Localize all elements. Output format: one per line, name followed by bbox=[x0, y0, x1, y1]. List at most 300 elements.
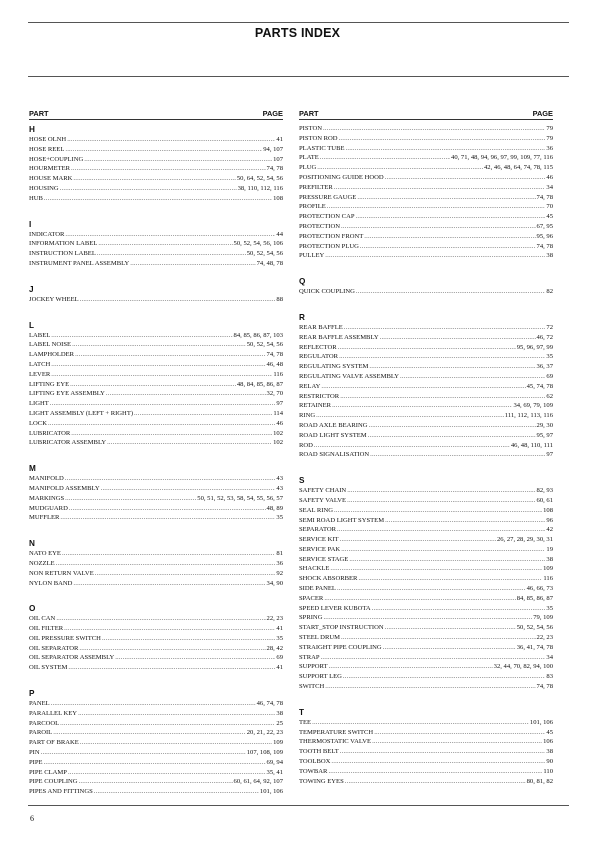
dot-leader bbox=[330, 564, 542, 574]
index-entry bbox=[29, 295, 283, 305]
page-refs: 42, 46, 48, 64, 74, 78, 115 bbox=[484, 164, 553, 172]
index-entry bbox=[299, 584, 553, 594]
dot-leader bbox=[65, 474, 276, 484]
page-refs: 96 bbox=[546, 516, 553, 524]
page-refs: 106 bbox=[543, 738, 553, 746]
page-refs: 60, 61 bbox=[536, 496, 553, 504]
page-refs: 45 bbox=[546, 728, 553, 736]
part-name: OIL SYSTEM bbox=[29, 664, 68, 672]
dot-leader bbox=[48, 419, 275, 429]
part-name: REAR BAFFLE ASSEMBLY bbox=[299, 333, 379, 341]
page-refs: 38 bbox=[276, 709, 283, 717]
index-entry bbox=[29, 728, 283, 738]
page-refs: 101, 106 bbox=[259, 788, 283, 796]
part-name: TOOLBOX bbox=[299, 758, 331, 766]
part-name: MANIFOLD bbox=[29, 475, 64, 483]
page-refs: 82, 93 bbox=[536, 487, 553, 495]
index-entry bbox=[299, 643, 553, 653]
part-name: HOSE REEL bbox=[29, 145, 65, 153]
part-name: PISTON ROD bbox=[299, 134, 338, 142]
part-name: NYLON BAND bbox=[29, 579, 73, 587]
part-name: TOWBAR bbox=[299, 767, 328, 775]
part-name: QUICK COUPLING bbox=[299, 288, 355, 296]
index-entry bbox=[299, 574, 553, 584]
index-entry bbox=[299, 486, 553, 496]
dot-leader bbox=[316, 411, 504, 421]
page-refs: 97 bbox=[546, 451, 553, 459]
dot-leader bbox=[370, 450, 545, 460]
index-entry bbox=[29, 624, 283, 634]
section-gap bbox=[29, 673, 283, 685]
part-name: OIL SEPARATOR ASSEMBLY bbox=[29, 654, 115, 662]
part-name: HOUSING bbox=[29, 184, 59, 192]
part-name: LOCK bbox=[29, 419, 47, 427]
dot-leader bbox=[68, 768, 266, 778]
page-refs: 95, 96 bbox=[536, 232, 553, 240]
page-refs: 70 bbox=[546, 203, 553, 211]
part-name: SEPARATOR bbox=[299, 526, 337, 534]
part-name: ROAD AXLE BEARING bbox=[299, 421, 368, 429]
dot-leader bbox=[60, 513, 275, 523]
part-name: SIDE PANEL bbox=[299, 585, 336, 593]
part-name: TOWING EYES bbox=[299, 777, 344, 785]
page-refs: 50, 52, 54, 56 bbox=[246, 341, 283, 349]
index-entry bbox=[29, 155, 283, 165]
index-entry bbox=[299, 333, 553, 343]
dot-leader bbox=[80, 295, 276, 305]
dot-leader bbox=[115, 653, 275, 663]
index-entry bbox=[29, 409, 283, 419]
part-name: LIGHT bbox=[29, 400, 49, 408]
index-entry bbox=[29, 758, 283, 768]
index-entry bbox=[29, 569, 283, 579]
index-section bbox=[29, 269, 283, 305]
dot-leader bbox=[65, 494, 196, 504]
part-name: LIFTING EYE bbox=[29, 380, 70, 388]
section-gap bbox=[29, 204, 283, 216]
page-refs: 46, 48 bbox=[266, 360, 283, 368]
index-entry bbox=[29, 484, 283, 494]
index-entry bbox=[29, 513, 283, 523]
dot-leader bbox=[51, 360, 265, 370]
index-entry bbox=[29, 194, 283, 204]
page-refs: 69 bbox=[276, 654, 283, 662]
dot-leader bbox=[374, 728, 545, 738]
page-refs: 79, 109 bbox=[533, 614, 553, 622]
dot-leader bbox=[385, 173, 546, 183]
part-name: OIL FILTER bbox=[29, 625, 64, 633]
page-refs: 41 bbox=[276, 664, 283, 672]
part-name: REGULATING SYSTEM bbox=[299, 363, 369, 371]
dot-leader bbox=[67, 135, 275, 145]
page-refs: 107 bbox=[273, 155, 283, 163]
index-entry bbox=[29, 184, 283, 194]
dot-leader bbox=[312, 718, 529, 728]
section-letter: O bbox=[29, 604, 36, 614]
part-name: LUBRICATOR ASSEMBLY bbox=[29, 439, 107, 447]
part-name: SERVICE KIT bbox=[299, 536, 339, 544]
dot-leader bbox=[372, 604, 546, 614]
part-name: RELAY bbox=[299, 382, 321, 390]
part-name: TOOTH BELT bbox=[299, 748, 339, 756]
page-refs: 32, 44, 70, 82, 94, 100 bbox=[493, 663, 553, 671]
index-entry bbox=[299, 323, 553, 333]
dot-leader bbox=[102, 634, 275, 644]
index-entry bbox=[29, 549, 283, 559]
dot-leader bbox=[341, 633, 536, 643]
page-refs: 19 bbox=[546, 545, 553, 553]
page-refs: 34 bbox=[546, 183, 553, 191]
dot-leader bbox=[332, 401, 512, 411]
index-entry bbox=[29, 419, 283, 429]
dot-leader bbox=[358, 574, 542, 584]
index-section bbox=[29, 523, 283, 588]
page-refs: 25 bbox=[276, 719, 283, 727]
page-refs: 88 bbox=[276, 295, 283, 303]
dot-leader bbox=[50, 399, 276, 409]
page-refs: 44 bbox=[276, 230, 283, 238]
section-letter: T bbox=[299, 707, 305, 717]
page-refs: 48, 84, 85, 86, 87 bbox=[236, 380, 283, 388]
page-refs: 111, 112, 113, 116 bbox=[504, 412, 553, 420]
index-entry bbox=[29, 777, 283, 787]
dot-leader bbox=[98, 239, 232, 249]
dot-leader bbox=[369, 421, 536, 431]
index-entry bbox=[29, 145, 283, 155]
dot-leader bbox=[72, 340, 246, 350]
index-entry bbox=[299, 401, 553, 411]
dot-leader bbox=[65, 230, 275, 240]
part-name: SAFETY VALVE bbox=[299, 496, 347, 504]
index-entry bbox=[299, 545, 553, 555]
part-name: PROTECTION CAP bbox=[299, 213, 355, 221]
part-name: SPEED LEVER KUBOTA bbox=[299, 604, 371, 612]
index-entry bbox=[299, 153, 553, 163]
part-name: SUPPORT LEG bbox=[299, 673, 342, 681]
index-entry bbox=[299, 441, 553, 451]
part-name: OIL PRESSURE SWITCH bbox=[29, 634, 101, 642]
dot-leader bbox=[337, 584, 526, 594]
part-name: INSTRUMENT PANEL ASSEMBLY bbox=[29, 259, 130, 267]
section-letter: N bbox=[29, 539, 35, 549]
part-name: PIPES AND FITTINGS bbox=[29, 788, 93, 796]
dot-leader bbox=[64, 624, 275, 634]
dot-leader bbox=[341, 222, 535, 232]
page-number: 6 bbox=[30, 814, 34, 823]
part-name: SERVICE PAK bbox=[299, 545, 341, 553]
dot-leader bbox=[385, 516, 545, 526]
dot-leader bbox=[347, 486, 535, 496]
part-name: HUB bbox=[29, 194, 43, 202]
index-entry bbox=[299, 450, 553, 460]
dot-leader bbox=[65, 145, 262, 155]
page-refs: 36, 37 bbox=[536, 363, 553, 371]
page-refs: 40, 71, 48, 94, 96, 97, 99, 109, 77, 116 bbox=[451, 154, 553, 162]
part-name: SAFETY CHAIN bbox=[299, 487, 347, 495]
part-name: ROD bbox=[299, 441, 313, 449]
index-entry bbox=[299, 193, 553, 203]
dot-leader bbox=[337, 525, 545, 535]
part-name: INFORMATION LABEL bbox=[29, 240, 98, 248]
page-refs: 22, 23 bbox=[266, 615, 283, 623]
page-refs: 109 bbox=[543, 565, 553, 573]
section-letter: P bbox=[29, 689, 35, 699]
page-refs: 62 bbox=[546, 392, 553, 400]
section-letter: Q bbox=[299, 277, 306, 287]
part-name: NOZZLE bbox=[29, 559, 55, 567]
part-name: REGULATING VALVE ASSEMBLY bbox=[299, 372, 399, 380]
part-name: HOUSE MARK bbox=[29, 175, 73, 183]
page-refs: 35 bbox=[276, 514, 283, 522]
page-refs: 116 bbox=[543, 575, 553, 583]
index-entry bbox=[299, 382, 553, 392]
dot-leader bbox=[317, 163, 483, 173]
dot-leader bbox=[51, 331, 232, 341]
dot-leader bbox=[79, 644, 265, 654]
dot-leader bbox=[356, 287, 546, 297]
index-entry bbox=[29, 340, 283, 350]
index-entry bbox=[299, 594, 553, 604]
dot-leader bbox=[106, 389, 266, 399]
part-name: PARALLEL KEY bbox=[29, 709, 78, 717]
page-refs: 90 bbox=[546, 758, 553, 766]
part-name: PISTON bbox=[299, 125, 322, 132]
index-entry bbox=[299, 431, 553, 441]
index-entry bbox=[299, 535, 553, 545]
page-refs: 102 bbox=[273, 439, 283, 447]
index-entry bbox=[29, 380, 283, 390]
index-entry bbox=[29, 748, 283, 758]
page-refs: 81 bbox=[276, 550, 283, 558]
part-name: SERVICE STAGE bbox=[299, 555, 349, 563]
dot-leader bbox=[340, 747, 546, 757]
index-entry bbox=[299, 757, 553, 767]
index-entry bbox=[29, 360, 283, 370]
part-name: PLATE bbox=[299, 154, 319, 162]
part-name: PROTECTION PLUG bbox=[299, 242, 359, 250]
index-entry bbox=[29, 787, 283, 797]
dot-leader bbox=[97, 249, 246, 259]
part-name: HOSE+COUPLING bbox=[29, 155, 84, 163]
page-refs: 38 bbox=[546, 748, 553, 756]
index-entry bbox=[299, 728, 553, 738]
page-refs: 95, 96, 97, 99 bbox=[516, 343, 553, 351]
page-refs: 95, 97 bbox=[536, 431, 553, 439]
index-entry bbox=[299, 287, 553, 297]
index-entry bbox=[29, 653, 283, 663]
index-entry bbox=[29, 663, 283, 673]
dot-leader bbox=[372, 737, 542, 747]
part-name: ROAD SIGNALISATION bbox=[299, 451, 370, 459]
page-refs: 69 bbox=[546, 372, 553, 380]
page-refs: 74, 48, 78 bbox=[256, 259, 283, 267]
index-entry bbox=[299, 662, 553, 672]
dot-leader bbox=[73, 579, 265, 589]
part-name: ROAD LIGHT SYSTEM bbox=[299, 431, 367, 439]
index-entry bbox=[299, 555, 553, 565]
part-name: REFLECTOR bbox=[299, 343, 337, 351]
dot-leader bbox=[344, 323, 546, 333]
index-entry bbox=[299, 124, 553, 134]
index-entry bbox=[29, 429, 283, 439]
page-refs: 41 bbox=[276, 136, 283, 143]
index-entry bbox=[299, 134, 553, 144]
page-refs: 36, 41, 74, 78 bbox=[516, 643, 553, 651]
dot-leader bbox=[51, 699, 256, 709]
page-refs: 20, 21, 22, 23 bbox=[246, 729, 283, 737]
dot-leader bbox=[343, 672, 546, 682]
part-name: JOCKEY WHEEL bbox=[29, 295, 79, 303]
dot-leader bbox=[346, 144, 546, 154]
left-sections bbox=[29, 124, 283, 797]
part-name: PLUG bbox=[299, 164, 317, 172]
dot-leader bbox=[347, 496, 535, 506]
index-column-right bbox=[299, 109, 553, 786]
part-name: LIFTING EYE ASSEMBLY bbox=[29, 390, 105, 398]
part-name: NON RETURN VALVE bbox=[29, 569, 94, 577]
index-entry bbox=[29, 249, 283, 259]
dot-leader bbox=[56, 614, 265, 624]
dot-leader bbox=[341, 545, 545, 555]
part-name: REGULATOR bbox=[299, 353, 339, 361]
dot-leader bbox=[56, 559, 276, 569]
index-entry bbox=[29, 614, 283, 624]
section-gap bbox=[29, 448, 283, 460]
dot-leader bbox=[380, 333, 536, 343]
index-entry bbox=[29, 135, 283, 145]
page-refs: 79 bbox=[546, 125, 553, 132]
dot-leader bbox=[80, 738, 272, 748]
index-entry bbox=[299, 682, 553, 692]
section-gap bbox=[29, 269, 283, 281]
section-gap bbox=[29, 588, 283, 600]
dot-leader bbox=[60, 184, 237, 194]
page-refs: 36 bbox=[546, 144, 553, 152]
index-entry bbox=[299, 411, 553, 421]
page-refs: 46 bbox=[276, 419, 283, 427]
index-entry bbox=[299, 163, 553, 173]
index-entry bbox=[29, 259, 283, 269]
page-refs: 28, 42 bbox=[266, 644, 283, 652]
part-name: LEVER bbox=[29, 370, 51, 378]
index-entry bbox=[299, 212, 553, 222]
dot-leader bbox=[360, 242, 536, 252]
page-refs: 38 bbox=[546, 252, 553, 260]
dot-leader bbox=[339, 352, 545, 362]
part-name: OIL SEPARATOR bbox=[29, 644, 79, 652]
part-name: SEAL RING bbox=[299, 506, 334, 514]
part-name: SPACER bbox=[299, 594, 324, 602]
page-refs: 48, 89 bbox=[266, 504, 283, 512]
page-refs: 43 bbox=[276, 484, 283, 492]
index-entry bbox=[29, 474, 283, 484]
dot-leader bbox=[94, 787, 259, 797]
page-refs: 50, 52, 54, 56 bbox=[246, 250, 283, 258]
page-refs: 84, 85, 86, 87 bbox=[516, 594, 553, 602]
index-section bbox=[29, 673, 283, 797]
index-section bbox=[29, 588, 283, 673]
dot-leader bbox=[356, 212, 546, 222]
part-name: MUDGUARD bbox=[29, 504, 68, 512]
part-name: MUFFLER bbox=[29, 514, 60, 522]
part-name: PARCOOL bbox=[29, 719, 60, 727]
part-name: HOURMETER bbox=[29, 165, 71, 173]
dot-leader bbox=[78, 709, 275, 719]
index-section bbox=[299, 692, 553, 787]
dot-leader bbox=[368, 431, 536, 441]
part-name: INSTRUCTION LABEL bbox=[29, 250, 96, 258]
part-name: NATO EYE bbox=[29, 550, 61, 558]
dot-leader bbox=[323, 613, 532, 623]
page-refs: 29, 30 bbox=[536, 421, 553, 429]
part-name: START_STOP INSTRUCTION bbox=[299, 624, 384, 632]
dot-leader bbox=[338, 343, 516, 353]
part-name: SWITCH bbox=[299, 683, 325, 691]
page-refs: 45 bbox=[546, 213, 553, 221]
index-entry bbox=[299, 777, 553, 787]
section-gap bbox=[299, 692, 553, 704]
index-entry bbox=[299, 613, 553, 623]
page-refs: 108 bbox=[273, 194, 283, 202]
column-header bbox=[299, 109, 553, 120]
part-name: PREFILTER bbox=[299, 183, 333, 191]
page-refs: 45, 74, 78 bbox=[526, 382, 553, 390]
dot-leader bbox=[400, 372, 545, 382]
page-refs: 38 bbox=[546, 555, 553, 563]
dot-leader bbox=[345, 777, 526, 787]
page-refs: 108 bbox=[543, 506, 553, 514]
section-letter: H bbox=[29, 125, 35, 134]
page-refs: 107, 108, 109 bbox=[246, 749, 283, 757]
page-refs: 97 bbox=[276, 400, 283, 408]
part-name: INDICATOR bbox=[29, 230, 65, 238]
section-gap bbox=[299, 261, 553, 273]
page-refs: 46, 72 bbox=[536, 333, 553, 341]
part-name: LABEL NOISE bbox=[29, 341, 72, 349]
part-name: TEE bbox=[299, 718, 312, 726]
section-gap bbox=[29, 523, 283, 535]
dot-leader bbox=[349, 555, 545, 565]
page-refs: 114 bbox=[273, 409, 283, 417]
page-refs: 46, 66, 73 bbox=[526, 585, 553, 593]
part-name: PIPE COUPLING bbox=[29, 778, 78, 786]
section-letter: I bbox=[29, 219, 32, 229]
part-name: RING bbox=[299, 412, 316, 420]
part-name: LIGHT ASSEMBLY (LEFT + RIGHT) bbox=[29, 409, 134, 417]
dot-leader bbox=[383, 643, 516, 653]
index-entry bbox=[29, 350, 283, 360]
dot-leader bbox=[84, 155, 272, 165]
index-entry bbox=[299, 506, 553, 516]
page-refs: 46 bbox=[546, 173, 553, 181]
page-refs: 72 bbox=[546, 323, 553, 331]
dot-leader bbox=[60, 719, 275, 729]
page-refs: 83 bbox=[546, 673, 553, 681]
dot-leader bbox=[101, 484, 276, 494]
page-header: PAGE bbox=[532, 109, 553, 118]
page-refs: 50, 52, 54, 56, 106 bbox=[233, 240, 283, 248]
page-refs: 26, 27, 28, 29, 30, 31 bbox=[496, 536, 553, 544]
dot-leader bbox=[334, 506, 542, 516]
index-entry bbox=[29, 174, 283, 184]
section-gap bbox=[29, 305, 283, 317]
page-refs: 34 bbox=[546, 653, 553, 661]
dot-leader bbox=[325, 682, 535, 692]
index-entry bbox=[29, 559, 283, 569]
dot-leader bbox=[364, 232, 535, 242]
index-section bbox=[29, 124, 283, 204]
part-header: PART bbox=[299, 109, 319, 118]
